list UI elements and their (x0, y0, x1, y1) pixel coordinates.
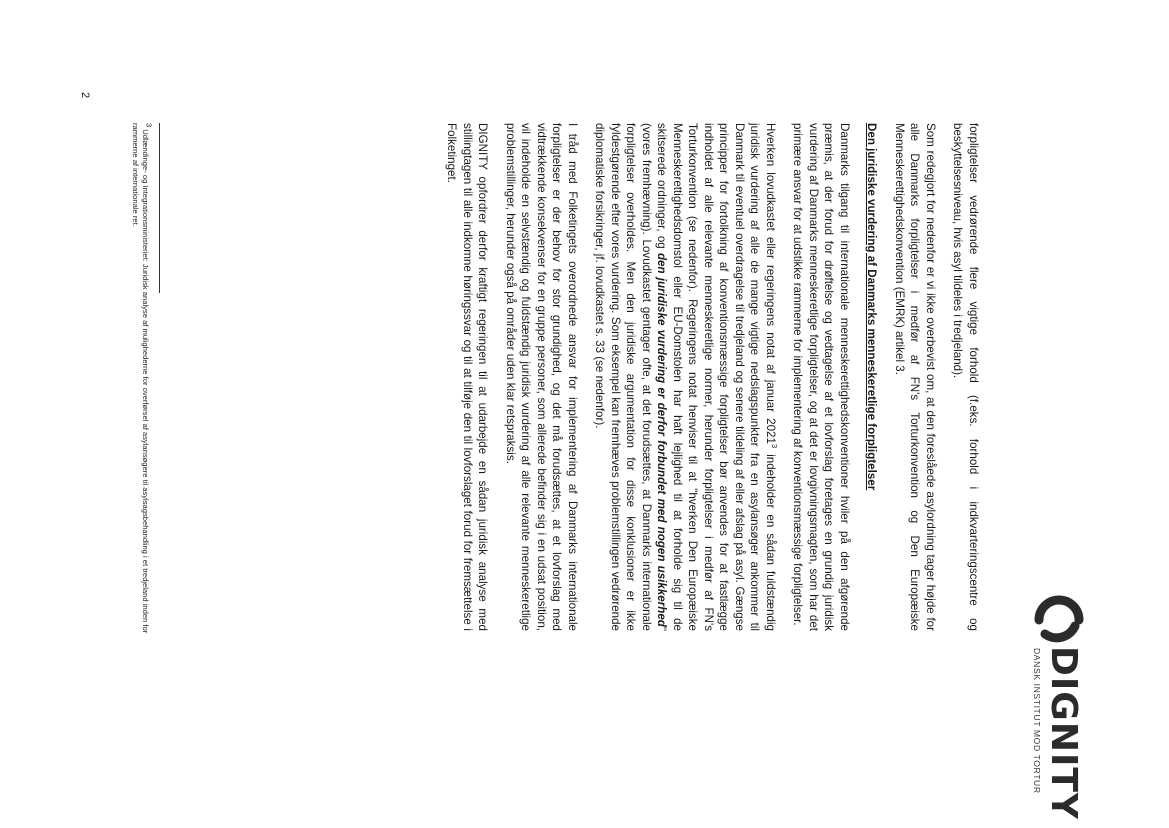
footnote-divider (159, 123, 160, 293)
body-text (432, 123, 981, 631)
page-number: 2 (79, 92, 91, 99)
paragraph-5: I tråd med Folketingets overordnede ansvar for implementering af Danmarks internationale forpligtelser er der behov for stor grundighed, og det må forudsættes, at et lovforslag med vidtrækkende konsekvenser for en gruppe personer, som allerede befinder sig i en udsat position, vil indeholde en selvstændig og fuldstændig juridisk vurdering af alle relevante menneskeretlige problemstillinger, herunder også på områder uden klar retspraksis. (504, 123, 579, 631)
footnote-text: Udlændinge- og Integrationsministeriet: Juridisk analyse af mulighederne for overførsel af asylansøgere til asylsagsbehandling i et tredjeland inden for rammerne af internationale ret. (131, 123, 150, 634)
paragraph-intro-tail: forpligtelser vedrørende flere vigtige forhold (f.eks. forhold i indkvarteringscentre og beskyttelsesniveau, hvis asyl tildeles i tredjeland). (951, 123, 980, 631)
paragraph-4-part2: indeholder en sådan fuldstændig juridisk vurdering af alle de mange vigtige nedslagspunkter fra en asylansøger ankommer til Danmark til eventuel overdragelse til tredjeland og senere tildeling af eller afslag på asyl. Gængse principper for fortolkning af konventionsmæssige forpligtelser bør anvendes for at fastlægge indholdet af alle relevante menneskeretlige normer, herunder forpligtelser i medfør af FN's Torturkonvention (se nedenfor). Regeringens notat henviser til at "hverken Den Europæiske Menneskerettighedsdomstol eller EU-Domstolen har haft lejlighed til at forholde sig til de skitserede ordninger, og (655, 123, 777, 631)
footnote-number: 3 (144, 123, 154, 128)
paragraph-4 (592, 123, 778, 631)
section-heading: Den juridiske vurdering af Danmarks menneskeretlige forpligtelser (865, 123, 879, 491)
emphasis-quote: den juridiske vurdering er derfor forbundet med nogen usikkerhed (655, 252, 669, 627)
footnote-ref: 3 (769, 443, 779, 449)
paragraph-3: Danmarks tilgang til internationale menneskerettighedskonventioner hviler på den afgørende præmis, at der forud for drøftelse og vedtagelse af et lovforslag foretages en grundig juridisk vurdering af Danmarks menneskeretlige forpligtelser, og at det er lovgivningsmagten, som har det primære ansvar for at udstikke rammerne for implementering af konventionsmæssige forpligtelser. (791, 123, 851, 631)
dignity-logo (1025, 590, 1085, 820)
logo-wordmark: DIGNITY (1043, 646, 1084, 820)
dignity-mark-icon (1029, 590, 1085, 648)
paragraph-6: DIGNITY opfordrer derfor kraftigt regeringen til at udarbejde en sådan juridisk analyse med stillingtagen til alle indkomne høringssvar og til at tilføje den til lovforslaget forud for fremsættelse i Folketinget. (445, 123, 490, 631)
logo-subtitle: DANSK INSTITUT MOD TORTUR (1032, 648, 1042, 794)
paragraph-4-part1: Hverken lovudkastet eller regeringens notat af januar 2021 (764, 123, 777, 444)
paragraph-4-part3: " (vores fremhævning). Lovudkastet gentager ofte, at det forudsættes, at Danmarks internationale forpligtelser overholdes. Men den juridiske argumentation for disse konklusioner er ikke fyldestgørende efter vores vurdering. Som eksempel kan fremhæves problemstillingen vedrørende diplomatiske forsikringer, jf. lovudkastet s. 33 (se nedenfor). (593, 123, 669, 631)
paragraph-2: Som redegjort for nedenfor er vi ikke overbevist om, at den foreslåede asylordning tager højde for alle Danmarks forpligtelser i medfør af FN's Torturkonvention og Den Europæiske Menneskerettighedskonvention (EMRK) artikel 3. (893, 123, 937, 631)
footnote (130, 123, 154, 663)
